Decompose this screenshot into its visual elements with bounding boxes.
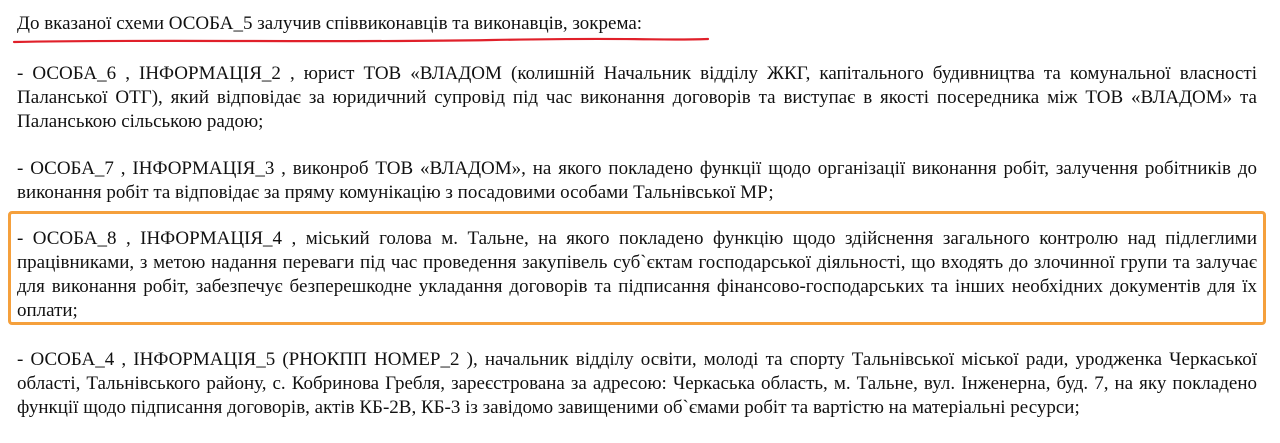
paragraph-person-7: - ОСОБА_7 , ІНФОРМАЦІЯ_3 , виконроб ТОВ «ВЛАДОМ», на якого покладено функції щодо організації виконання робіт, залучення робітників до виконання робіт та відповідає за пряму комунікацію з посадовими особами Тальнівської МР; <box>17 158 1257 203</box>
paragraph-person-8-highlighted: - ОСОБА_8 , ІНФОРМАЦІЯ_4 , міський голова м. Тальне, на якого покладено функцію щодо здійснення загального контролю над підлеглими працівниками, з метою надання переваги під час проведення закупівель суб`єктам господарської діяльності, що входять до злочинної групи та залучає для виконання робіт, забезпечує безперешкодне укладання договорів та підписання фінансово-господарських та інших необхідних документів для їх оплати; <box>17 228 1257 321</box>
red-underline-annotation <box>12 36 710 46</box>
paragraph-person-6: - ОСОБА_6 , ІНФОРМАЦІЯ_2 , юрист ТОВ «ВЛАДОМ (колишній Начальник відділу ЖКГ, капітального будивництва та комунальної власності Паланської ОТГ), який відповідає за юридичний супровід під час виконання договорів та виступає в якості посередника між ТОВ «ВЛАДОМ» та Паланською сільською радою; <box>17 63 1257 132</box>
section-heading: До вказаної схеми ОСОБА_5 залучив співвиконавців та виконавців, зокрема: <box>17 13 643 34</box>
paragraph-person-4: - ОСОБА_4 , ІНФОРМАЦІЯ_5 (РНОКПП НОМЕР_2 ), начальник відділу освіти, молоді та спорту Тальнівської міської ради, уродженка Черкаської області, Тальнівського району, с. Кобринова Гребля, зареєстрована за адресою: Черкаська область, м. Тальне, вул. Інженерна, буд. 7, на яку покладено функції щодо підписання договорів, актів КБ-2В, КБ-3 із завідомо завищеними об`ємами робіт та вартістю на матеріальні ресурси; <box>17 349 1257 418</box>
